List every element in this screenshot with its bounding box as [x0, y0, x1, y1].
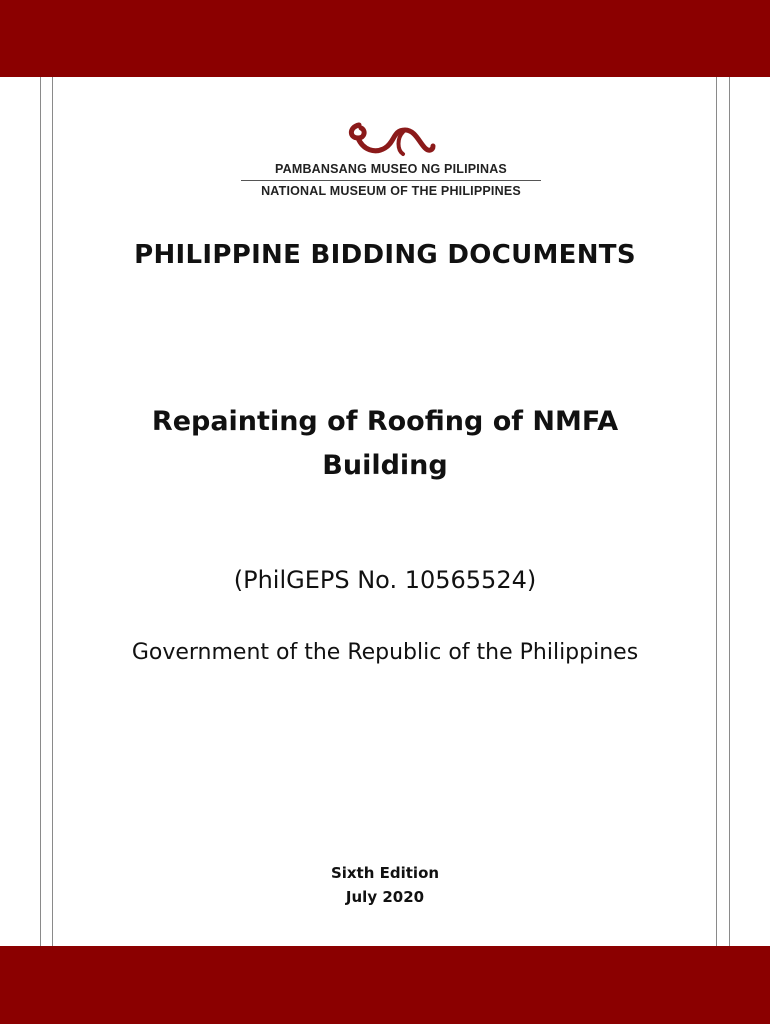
project-title: Repainting of Roofing of NMFA Building	[151, 406, 619, 481]
bottom-color-band	[0, 946, 770, 1024]
right-border-line-outer	[729, 77, 730, 946]
philgeps-reference: (PhilGEPS No. 10565524)	[233, 566, 537, 594]
document-type-heading: PHILIPPINE BIDDING DOCUMENTS	[134, 240, 636, 270]
museum-logo-icon	[345, 120, 437, 160]
edition-date: July 2020	[345, 888, 425, 906]
left-border-line-outer	[40, 77, 41, 946]
edition-label: Sixth Edition	[330, 864, 440, 882]
museum-name-english: NATIONAL MUSEUM OF THE PHILIPPINES	[261, 184, 521, 198]
museum-name-filipino: PAMBANSANG MUSEO NG PILIPINAS	[275, 162, 507, 176]
top-color-band	[0, 0, 770, 77]
left-border-line-inner	[52, 77, 53, 946]
museum-logo	[238, 120, 544, 210]
museum-name-divider	[241, 180, 541, 181]
right-border-line-inner	[716, 77, 717, 946]
issuing-government: Government of the Republic of the Philippines	[131, 640, 639, 665]
